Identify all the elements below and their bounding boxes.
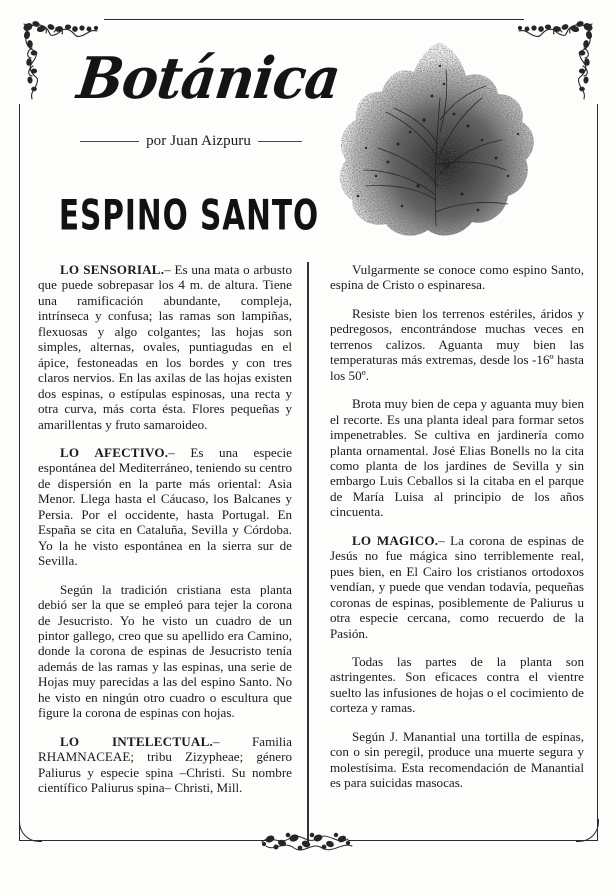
paragraph (330, 533, 584, 641)
border-rule-right (597, 104, 598, 841)
paragraph-text: – Familia RHAMNACEAE; tribu Zizypheae; género Paliurus y especie spina –Christi. Su nombre científico Paliurus spina– Christi, Mill. (38, 733, 292, 796)
article-headline: ESPINO SANTO (58, 191, 320, 240)
border-rule-bottom-left (19, 840, 267, 841)
paragraph (38, 734, 292, 796)
article-column-right (330, 262, 584, 791)
border-rule-bottom-right (348, 840, 598, 841)
paragraph (38, 582, 292, 721)
paragraph-text: – Es una mata o arbusto que puede sobrepasar los 4 m. de altura. Tiene una ramificación abundante, compleja, intrínseca y confusa; las ramas son lampiñas, flexuosas y algo colgantes; las hojas son simples, alternas, ovales, puntiagudas en el ápice, festoneadas en los bordes y con tres claros nervios. En las axilas de las hojas existen dos espinas, o estípulas espinosas, una recta y otra curva, más corta ésta. Flores pequeñas y amarillentas y fruto samaroideo. (38, 262, 293, 432)
paragraph-lede: LO AFECTIVO. (60, 444, 169, 460)
espino-santo-photo (336, 36, 546, 248)
byline-author: por Juan Aizpuru (146, 133, 251, 149)
paragraph-lede: LO INTELECTUAL. (60, 733, 213, 749)
border-rule-top (104, 19, 524, 20)
paragraph-text: Resiste bien los terrenos estériles, áridos y pedregosos, encontrándose muchas veces en terrenos calizos. Aguanta muy bien las temperaturas más extremas, desde los -16º hasta los 50º. (330, 305, 584, 383)
byline-rule-right (258, 141, 302, 142)
article-column-left (38, 262, 292, 796)
paragraph (330, 262, 584, 293)
paragraph (330, 306, 584, 383)
paragraph-text: – Es una especie espontánea del Mediterráneo, teniendo su centro de dispersión en la parte más oriental: Asia Menor. Llega hasta el Cáucaso, los Balcanes y Persia. Por el occidente, hasta Portugal. En España se cita en Cataluña, Sevilla y Córdoba. Yo la he visto espontánea en la sierra sur de Sevilla. (38, 444, 292, 569)
byline-rule-left (80, 141, 139, 142)
paragraph (330, 729, 584, 791)
border-corner-bottom-left (19, 819, 42, 842)
byline (80, 133, 302, 150)
paragraph-lede: LO MAGICO. (352, 532, 439, 548)
floral-vine-divider-icon (258, 826, 358, 856)
paragraph-text: Vulgarmente se conoce como espino Santo, espina de Cristo o espinaresa. (330, 262, 584, 293)
paragraph-text: – La corona de espinas de Jesús no fue mágica sino terriblemente real, pues bien, en El Cairo los cristianos ortodoxos vendían, y puede que vendan todavía, pequeñas coronas de espinas, posiblemente de Paliurus u otra especie cercana, como recuerdo de la Pasión. (330, 532, 584, 641)
paragraph (330, 396, 584, 520)
masthead (73, 44, 344, 120)
border-rule-left (19, 104, 20, 841)
column-divider (307, 262, 309, 846)
paragraph-text: Según J. Manantial una tortilla de espinas, con o sin peregil, produce una muerte segura y molestísima. Esta recomendación de Manantial es para suicidas masocas. (330, 728, 584, 791)
paragraph-lede: LO SENSORIAL. (60, 262, 165, 277)
paragraph-text: Brota muy bien de cepa y aguanta muy bien el recorte. Es una planta ideal para formar setos impenetrables. Se cultiva en jardinería como planta ornamental. José Elias Bonells no la cita como planta de los jardines de Sevilla y sin embargo Luis Ceballos si la citaba en el parque de María Luisa al principio de los años cincuenta. (330, 396, 584, 520)
page-title: Botánica (73, 44, 344, 112)
paragraph (38, 445, 292, 569)
paragraph-text: Todas las partes de la planta son astringentes. Son eficaces contra el vientre suelto las infusiones de hojas o el cocimiento de corteza y ramas. (330, 653, 584, 716)
border-corner-bottom-right (576, 819, 599, 842)
paragraph-text: Según la tradición cristiana esta planta debió ser la que se empleó para tejer la corona de Jesucristo. Yo he visto un cuadro de un pintor gallego, creo que su apellido era Camino, donde la corona de espinas de Jesucristo tenía además de las ramas y las espinas, una serie de Hojas muy parecidas a las del espino Santo. No he visto en ningún otro cuadro o escultura que figure la corona de espinas con hojas. (38, 581, 292, 721)
paragraph (38, 262, 292, 432)
paragraph (330, 654, 584, 716)
